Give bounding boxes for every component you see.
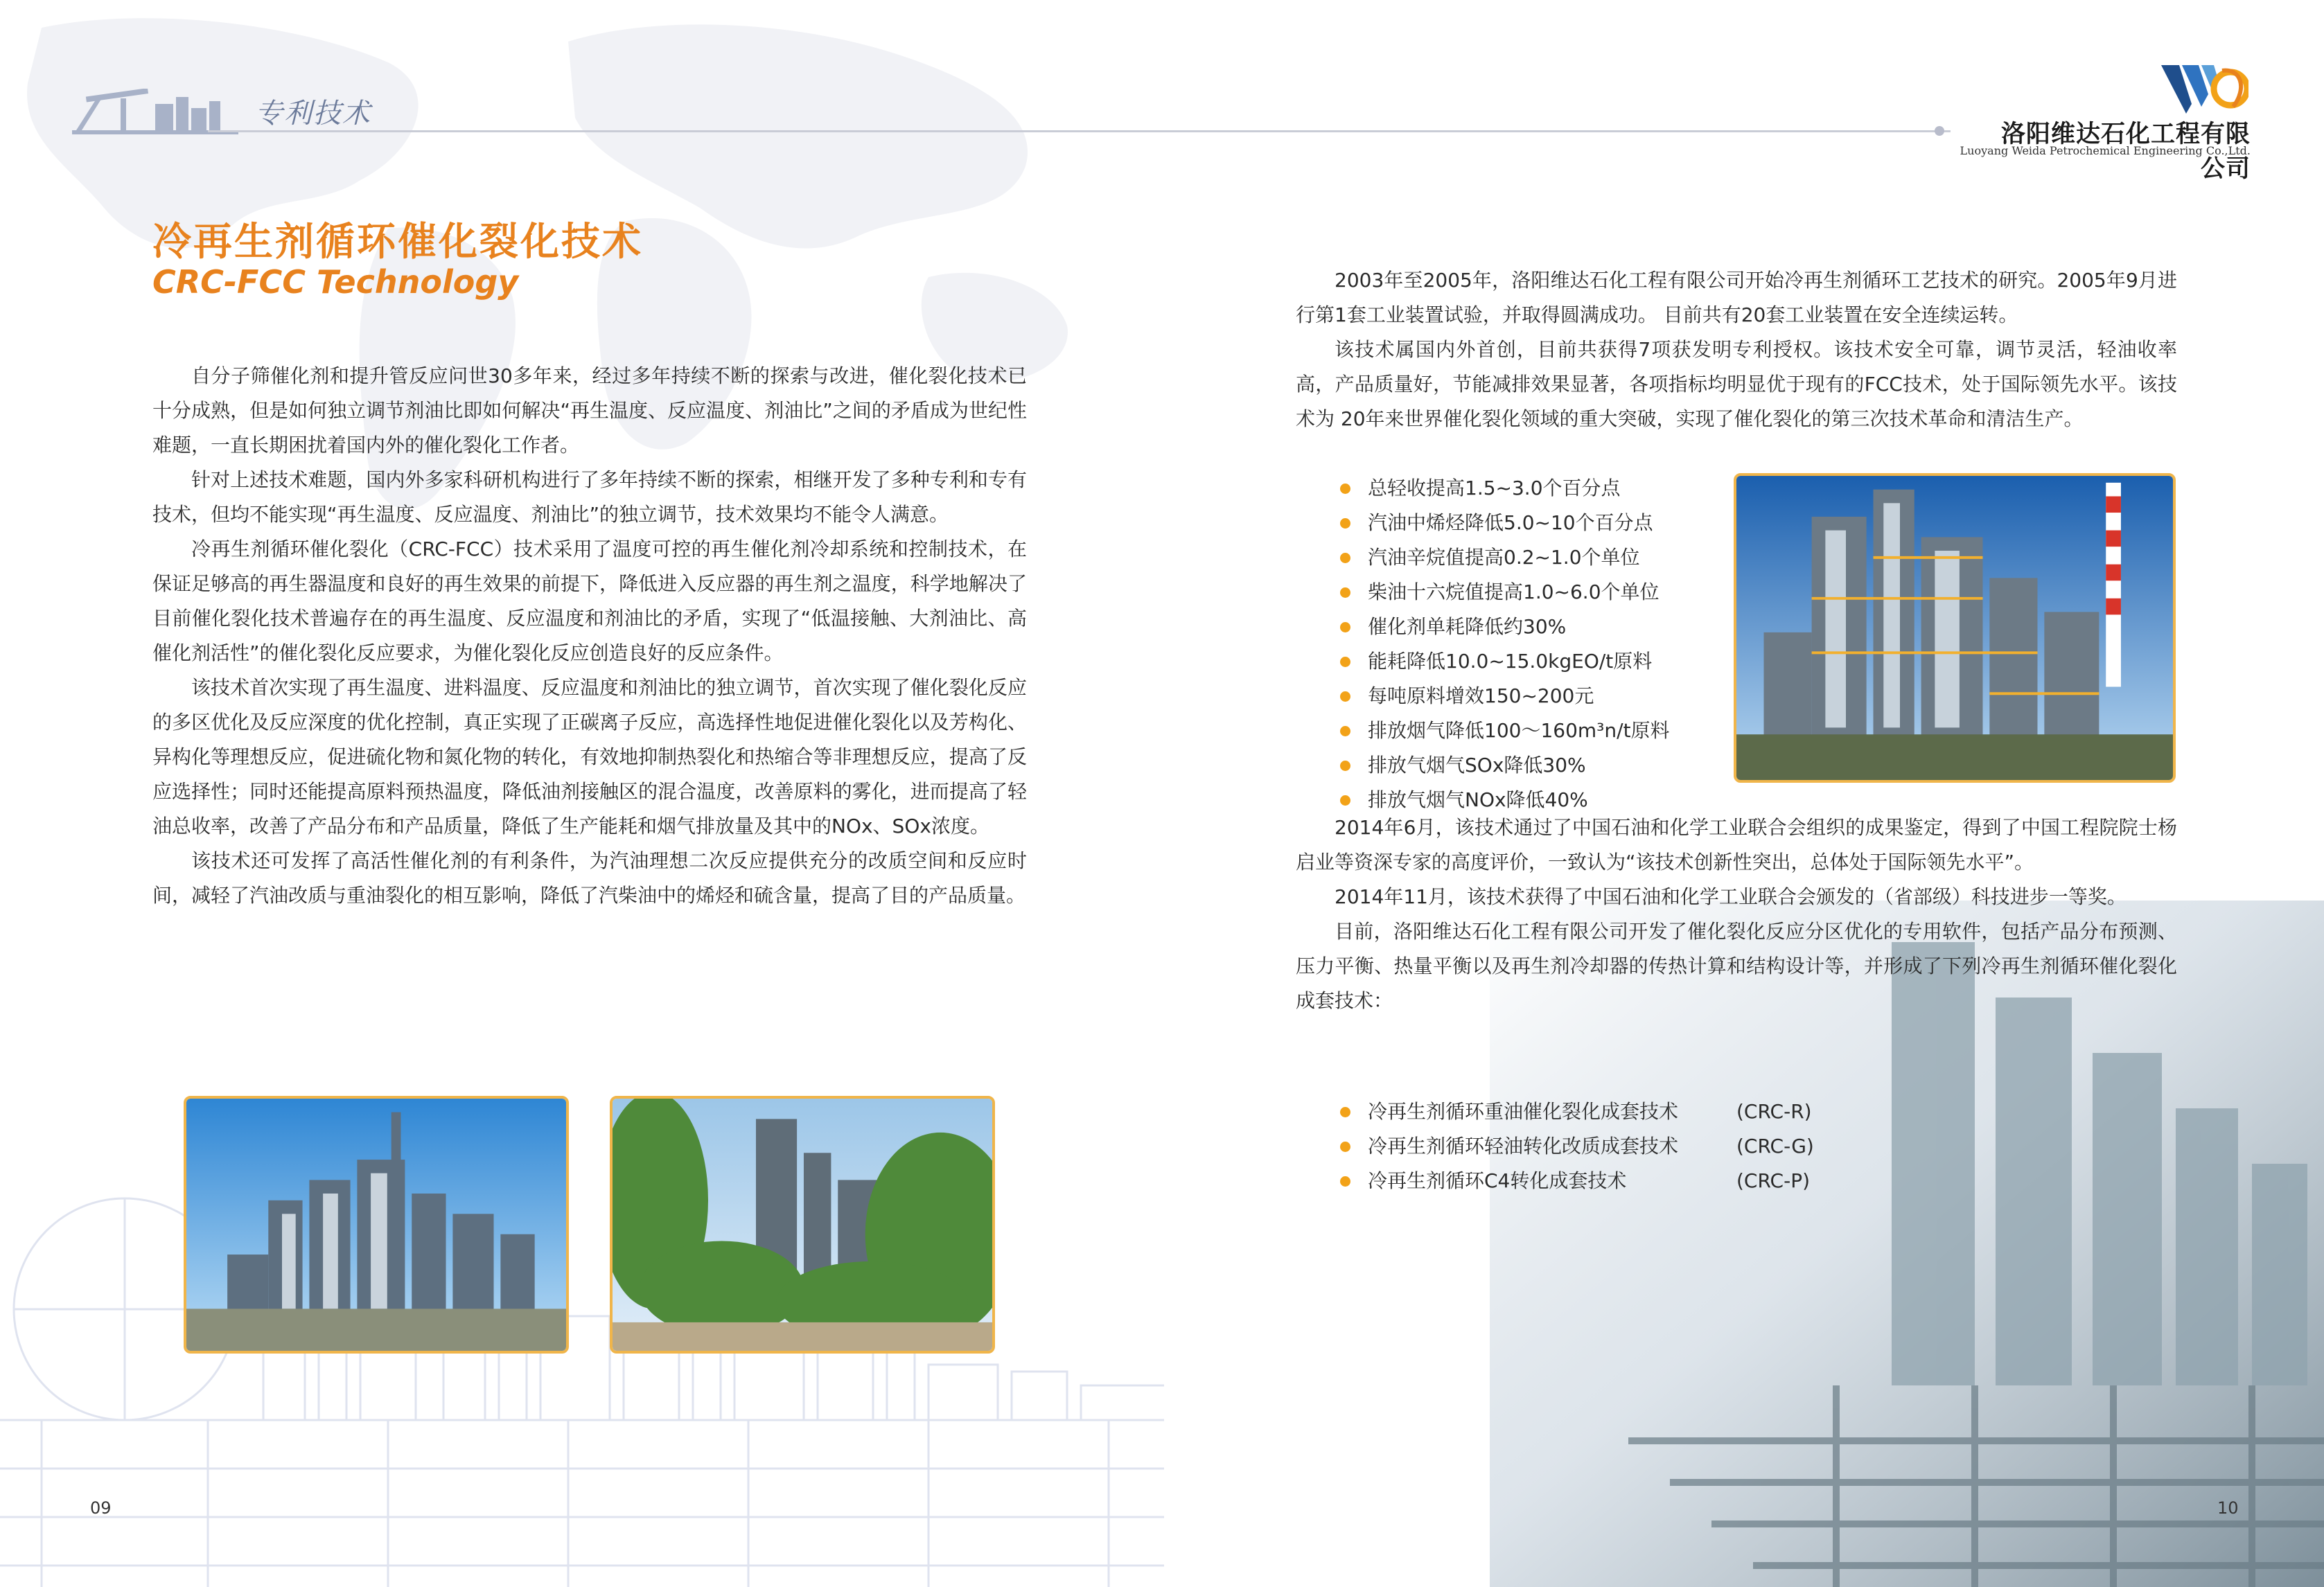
list-item xyxy=(1337,575,1670,610)
package-name: 冷再生剂循环C4转化成套技术 xyxy=(1368,1169,1627,1192)
list-item-text: 汽油中烯烃降低5.0~10个百分点 xyxy=(1368,511,1653,534)
bullet-dot-icon xyxy=(1340,1176,1350,1187)
company-name-cn: 洛阳维达石化工程有限公司 xyxy=(2000,121,2251,183)
package-code: (CRC-R) xyxy=(1736,1100,1812,1123)
right-body-text-top xyxy=(1296,263,2177,436)
package-code: (CRC-G) xyxy=(1736,1135,1814,1158)
list-item-text: 催化剂单耗降低约30% xyxy=(1368,615,1567,638)
company-name-en: Luoyang Weida Petrochemical Engineering Co.,Ltd. xyxy=(1960,144,2251,157)
list-item xyxy=(1337,471,1670,506)
bullet-dot-icon xyxy=(1340,1142,1350,1152)
paragraph: 目前，洛阳维达石化工程有限公司开发了催化裂化反应分区优化的专用软件，包括产品分布预测、压力平衡、热量平衡以及再生剂冷却器的传热计算和结构设计等，并形成了下列冷再生剂循环催化裂化成套技术： xyxy=(1296,920,2177,1012)
list-item xyxy=(1337,1129,1922,1164)
list-item xyxy=(1337,540,1670,575)
paragraph: 自分子筛催化剂和提升管反应问世30多年来，经过多年持续不断的探索与改进，催化裂化技术已十分成熟，但是如何独立调节剂油比即如何解决“再生温度、反应温度、剂油比”之间的矛盾成为世纪性难题，一直长期困扰着国内外的催化裂化工作者。 xyxy=(152,364,1027,456)
bullet-dot-icon xyxy=(1340,518,1350,529)
paragraph: 2003年至2005年，洛阳维达石化工程有限公司开始冷再生剂循环工艺技术的研究。2005年9月进行第1套工业装置试验，并取得圆满成功。 目前共有20套工业装置在安全连续运转。 xyxy=(1296,269,2177,326)
page-number-left: 09 xyxy=(90,1498,112,1518)
company-logo xyxy=(2158,61,2248,118)
page-title-en: CRC-FCC Technology xyxy=(152,263,519,301)
bullet-dot-icon xyxy=(1340,795,1350,806)
section-tab: 专利技术 xyxy=(255,98,371,130)
bullet-dot-icon xyxy=(1340,691,1350,702)
refinery-photo-main xyxy=(1734,473,2176,783)
list-item-text: 能耗降低10.0~15.0kgEO/t原料 xyxy=(1368,650,1653,673)
list-item-text: 排放烟气降低100～160m³n/t原料 xyxy=(1368,719,1670,742)
refinery-photo-1 xyxy=(184,1096,569,1354)
package-name: 冷再生剂循环重油催化裂化成套技术 xyxy=(1368,1100,1679,1123)
package-name: 冷再生剂循环轻油转化改质成套技术 xyxy=(1368,1135,1679,1158)
list-item xyxy=(1337,506,1670,540)
paragraph: 冷再生剂循环催化裂化（CRC-FCC）技术采用了温度可控的再生催化剂冷却系统和控制技术，在保证足够高的再生器温度和良好的再生效果的前提下，降低进入反应器的再生剂之温度，科学地解决了目前催化裂化技术普遍存在的再生温度、反应温度和剂油比的矛盾，实现了“低温接触、大剂油比、高催化剂活性”的催化裂化反应要求，为催化裂化反应创造良好的反应条件。 xyxy=(152,538,1027,664)
paragraph: 该技术属国内外首创，目前共获得7项获发明专利授权。该技术安全可靠，调节灵活，轻油收率高，产品质量好，节能减排效果显著，各项指标均明显优于现有的FCC技术，处于国际领先水平。该技术为 20年来世界催化裂化领域的重大突破，实现了催化裂化的第三次技术革命和清洁生产。 xyxy=(1296,338,2177,430)
list-item xyxy=(1337,713,1670,748)
list-item xyxy=(1337,748,1670,783)
left-body-text xyxy=(152,359,1027,913)
list-item-text: 每吨原料增效150~200元 xyxy=(1368,684,1594,707)
right-body-text-mid xyxy=(1296,810,2177,1018)
oil-pump-icon xyxy=(72,89,238,136)
list-item-text: 排放气烟气SOx降低30% xyxy=(1368,754,1586,777)
paragraph: 针对上述技术难题，国内外多家科研机构进行了多年持续不断的探索，相继开发了多种专利和专有技术，但均不能实现“再生温度、反应温度、剂油比”的独立调节，技术效果均不能令人满意。 xyxy=(152,468,1027,526)
package-code: (CRC-P) xyxy=(1736,1169,1810,1192)
paragraph: 2014年11月，该技术获得了中国石油和化学工业联合会颁发的（省部级）科技进步一等奖。 xyxy=(1335,885,2127,908)
paragraph: 2014年6月，该技术通过了中国石油和化学工业联合会组织的成果鉴定，得到了中国工程院院士杨启业等资深专家的高度评价，一致认为“该技术创新性突出，总体处于国际领先水平”。 xyxy=(1296,816,2177,874)
list-item-text: 排放气烟气NOx降低40% xyxy=(1368,788,1588,811)
list-item xyxy=(1337,1164,1922,1198)
header-divider-dot xyxy=(1935,126,1944,136)
benefit-list xyxy=(1337,471,1670,817)
list-item-text: 总轻收提高1.5~3.0个百分点 xyxy=(1368,477,1621,499)
header-divider xyxy=(208,130,1951,132)
list-item xyxy=(1337,679,1670,713)
bullet-dot-icon xyxy=(1340,484,1350,494)
bullet-dot-icon xyxy=(1340,726,1350,736)
bullet-dot-icon xyxy=(1340,761,1350,771)
paragraph: 该技术还可发挥了高活性催化剂的有利条件，为汽油理想二次反应提供充分的改质空间和反应时间，减轻了汽油改质与重油裂化的相互影响，降低了汽柴油中的烯烃和硫含量，提高了目的产品质量。 xyxy=(152,849,1027,907)
bullet-dot-icon xyxy=(1340,553,1350,563)
page-number-right: 10 xyxy=(2217,1498,2239,1518)
bullet-dot-icon xyxy=(1340,1107,1350,1117)
page-title-cn: 冷再生剂循环催化裂化技术 xyxy=(152,220,643,265)
bullet-dot-icon xyxy=(1340,657,1350,667)
list-item-text: 柴油十六烷值提高1.0~6.0个单位 xyxy=(1368,580,1660,603)
paragraph: 该技术首次实现了再生温度、进料温度、反应温度和剂油比的独立调节，首次实现了催化裂化反应的多区优化及反应深度的优化控制，真正实现了正碳离子反应，高选择性地促进催化裂化以及芳构化、异构化等理想反应，促进硫化物和氮化物的转化，有效地抑制热裂化和热缩合等非理想反应，提高了反应选择性；同时还能提高原料预热温度，降低油剂接触区的混合温度，改善原料的雾化，进而提高了轻油总收率，改善了产品分布和产品质量，降低了生产能耗和烟气排放量及其中的NOx、SOx浓度。 xyxy=(152,676,1027,837)
list-item-text: 汽油辛烷值提高0.2~1.0个单位 xyxy=(1368,546,1640,569)
list-item xyxy=(1337,1094,1922,1129)
bullet-dot-icon xyxy=(1340,622,1350,632)
refinery-photo-2 xyxy=(610,1096,995,1354)
list-item xyxy=(1337,644,1670,679)
bullet-dot-icon xyxy=(1340,587,1350,598)
technology-package-list xyxy=(1337,1094,1922,1198)
list-item xyxy=(1337,610,1670,644)
